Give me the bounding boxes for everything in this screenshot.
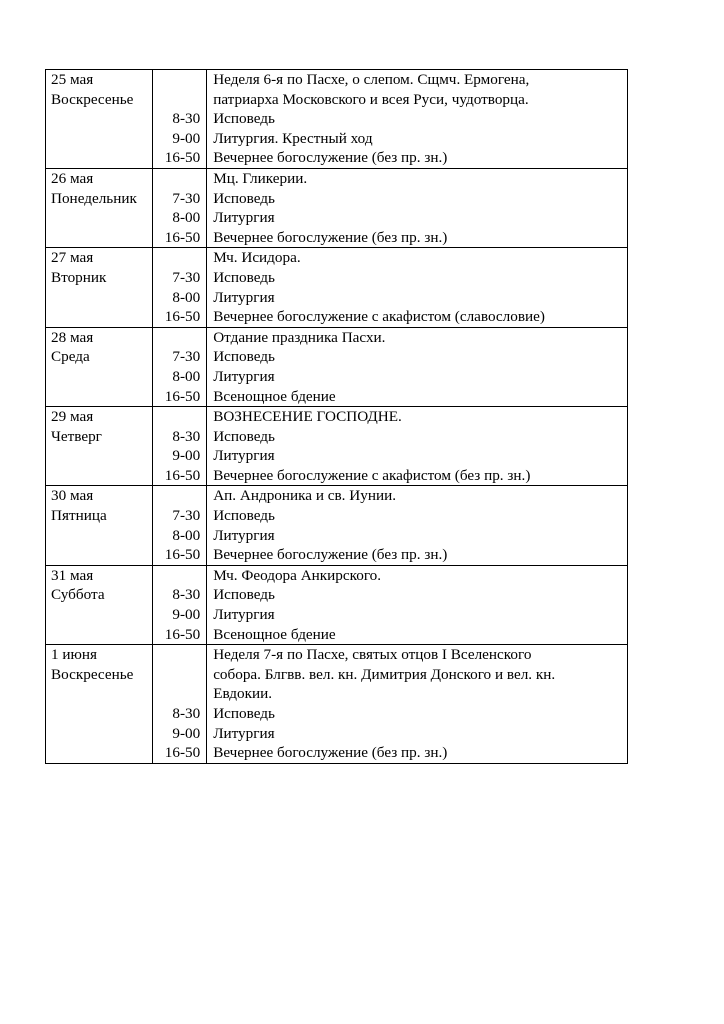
day-times-cell xyxy=(152,248,206,327)
day-weekday: Понедельник xyxy=(51,189,137,207)
feast-title-line: Мч. Феодора Анкирского. xyxy=(213,566,382,584)
service-name: Вечернее богослужение (без пр. зн.) xyxy=(213,546,448,564)
schedule-body xyxy=(46,70,628,764)
day-date-cell xyxy=(46,565,153,644)
feast-title-line: патриарха Московского и всея Руси, чудотворца. xyxy=(213,90,529,108)
service-time: 8-30 xyxy=(172,427,201,445)
day-date: 30 мая xyxy=(51,487,94,505)
schedule-day-row xyxy=(46,70,628,169)
schedule-day-row xyxy=(46,168,628,247)
feast-title-line: Мц. Гликерии. xyxy=(213,169,308,187)
spacer xyxy=(157,70,200,90)
day-description-cell xyxy=(207,168,628,247)
service-name: Исповедь xyxy=(213,586,275,604)
service-name: Исповедь xyxy=(213,705,275,722)
service-time: 9-00 xyxy=(172,724,201,742)
service-time: 16-50 xyxy=(164,546,201,564)
day-description-cell xyxy=(207,70,628,169)
schedule-day-row xyxy=(46,486,628,565)
service-time: 16-50 xyxy=(164,387,201,405)
service-name: Вечернее богослужение с акафистом (без пр. зн.) xyxy=(213,466,531,484)
day-weekday: Воскресенье xyxy=(51,90,134,108)
service-name: Литургия xyxy=(213,367,275,385)
day-date: 25 мая xyxy=(51,71,94,88)
spacer xyxy=(157,566,200,586)
day-date-cell xyxy=(46,486,153,565)
feast-title-line: Евдокии. xyxy=(213,685,273,703)
day-description-cell xyxy=(207,486,628,565)
feast-title-line: Неделя 6-я по Пасхе, о слепом. Сщмч. Ермогена, xyxy=(213,71,530,88)
service-name: Литургия. Крестный ход xyxy=(213,129,373,147)
day-date-cell xyxy=(46,70,153,169)
service-name: Всенощное бдение xyxy=(213,625,336,643)
service-time: 7-30 xyxy=(172,507,201,525)
feast-title-line: ВОЗНЕСЕНИЕ ГОСПОДНЕ. xyxy=(213,408,402,426)
service-name: Исповедь xyxy=(213,427,275,445)
schedule-table xyxy=(45,69,628,764)
day-times-cell xyxy=(152,565,206,644)
schedule-day-row xyxy=(46,248,628,327)
service-time: 9-00 xyxy=(172,129,201,147)
day-times-cell xyxy=(152,645,206,764)
service-time: 9-00 xyxy=(172,606,201,624)
service-time: 16-50 xyxy=(164,744,201,762)
day-date-cell xyxy=(46,327,153,406)
day-times-cell xyxy=(152,486,206,565)
spacer xyxy=(157,665,200,685)
schedule-day-row xyxy=(46,327,628,406)
service-time: 16-50 xyxy=(164,228,201,246)
day-date-cell xyxy=(46,645,153,764)
service-name: Всенощное бдение xyxy=(213,387,336,405)
spacer xyxy=(157,684,200,704)
day-date-cell xyxy=(46,407,153,486)
service-time: 16-50 xyxy=(164,149,201,167)
spacer xyxy=(157,328,200,348)
schedule-day-row xyxy=(46,565,628,644)
service-time: 8-30 xyxy=(172,110,201,128)
service-name: Исповедь xyxy=(213,507,275,525)
day-weekday: Воскресенье xyxy=(51,665,134,683)
day-description-cell xyxy=(207,407,628,486)
service-name: Литургия xyxy=(213,447,275,465)
day-date: 28 мая xyxy=(51,328,94,346)
day-description-cell xyxy=(207,645,628,764)
service-name: Литургия xyxy=(213,526,275,544)
day-weekday: Вторник xyxy=(51,268,107,286)
day-times-cell xyxy=(152,70,206,169)
service-time: 8-00 xyxy=(172,367,201,385)
spacer xyxy=(157,169,200,189)
day-weekday: Пятница xyxy=(51,507,107,525)
feast-title-line: Неделя 7-я по Пасхе, святых отцов I Вселенского xyxy=(213,646,532,664)
service-name: Вечернее богослужение (без пр. зн.) xyxy=(213,228,448,246)
service-name: Вечернее богослужение (без пр. зн.) xyxy=(213,744,448,762)
service-time: 16-50 xyxy=(164,625,201,643)
day-description-cell xyxy=(207,248,628,327)
service-time: 8-30 xyxy=(172,586,201,604)
day-weekday: Четверг xyxy=(51,427,102,445)
schedule-day-row xyxy=(46,407,628,486)
day-times-cell xyxy=(152,327,206,406)
service-time: 7-30 xyxy=(172,348,201,366)
day-times-cell xyxy=(152,407,206,486)
service-name: Литургия xyxy=(213,288,275,306)
service-time: 8-30 xyxy=(172,705,201,722)
service-name: Исповедь xyxy=(213,189,275,207)
service-time: 8-00 xyxy=(172,526,201,544)
day-date: 29 мая xyxy=(51,408,94,426)
feast-title-line: Ап. Андроника и св. Иунии. xyxy=(213,487,397,505)
day-weekday: Среда xyxy=(51,348,90,366)
service-time: 16-50 xyxy=(164,466,201,484)
spacer xyxy=(157,645,200,665)
service-time: 7-30 xyxy=(172,189,201,207)
spacer xyxy=(157,486,200,506)
service-name: Литургия xyxy=(213,724,275,742)
spacer xyxy=(157,248,200,268)
service-name: Вечернее богослужение с акафистом (славословие) xyxy=(213,308,545,326)
day-times-cell xyxy=(152,168,206,247)
service-time: 16-50 xyxy=(164,308,201,326)
schedule-day-row xyxy=(46,645,628,764)
feast-title-line: Отдание праздника Пасхи. xyxy=(213,328,386,346)
spacer xyxy=(157,90,200,110)
service-name: Исповедь xyxy=(213,110,275,128)
service-time: 9-00 xyxy=(172,447,201,465)
service-name: Литургия xyxy=(213,606,275,624)
service-name: Литургия xyxy=(213,209,275,227)
day-date: 31 мая xyxy=(51,566,94,584)
day-date: 26 мая xyxy=(51,169,94,187)
service-name: Исповедь xyxy=(213,268,275,286)
day-date: 27 мая xyxy=(51,249,94,267)
day-date: 1 июня xyxy=(51,646,97,664)
service-time: 8-00 xyxy=(172,288,201,306)
service-name: Исповедь xyxy=(213,348,275,366)
feast-title-line: Мч. Исидора. xyxy=(213,249,301,267)
feast-title-line: собора. Блгвв. вел. кн. Димитрия Донского и вел. кн. xyxy=(213,665,556,683)
day-date-cell xyxy=(46,248,153,327)
service-time: 7-30 xyxy=(172,268,201,286)
day-description-cell xyxy=(207,327,628,406)
day-description-cell xyxy=(207,565,628,644)
day-date-cell xyxy=(46,168,153,247)
service-time: 8-00 xyxy=(172,209,201,227)
day-weekday: Суббота xyxy=(51,586,105,604)
service-name: Вечернее богослужение (без пр. зн.) xyxy=(213,149,448,167)
spacer xyxy=(157,407,200,427)
